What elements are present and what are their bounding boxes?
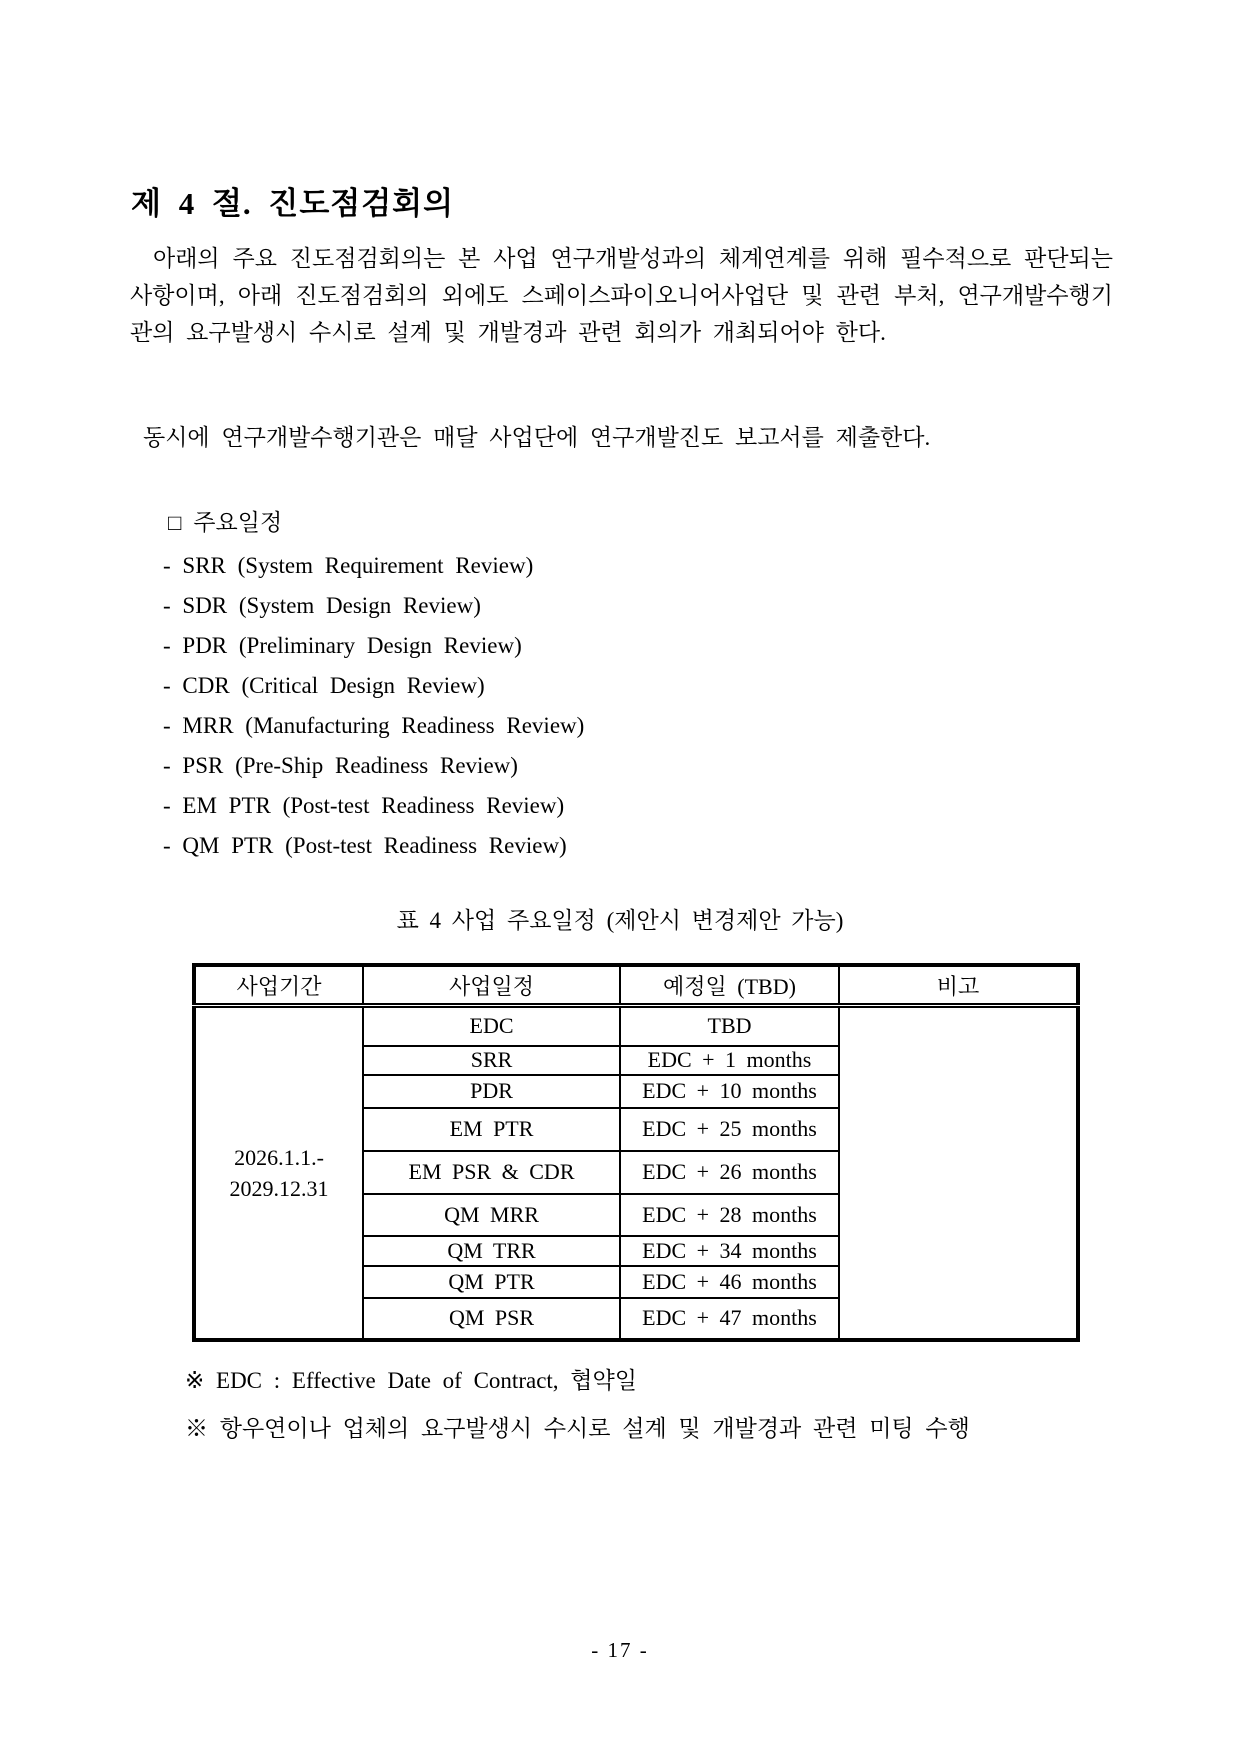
schedule-cell: QM PTR xyxy=(363,1266,620,1298)
due-cell: EDC + 34 months xyxy=(620,1236,839,1266)
schedule-table xyxy=(192,963,1080,1342)
period-line: 2029.12.31 xyxy=(229,1175,329,1201)
due-cell: EDC + 47 months xyxy=(620,1298,839,1340)
schedule-heading-label: 주요일정 xyxy=(193,510,283,535)
due-cell: EDC + 28 months xyxy=(620,1194,839,1236)
note-meeting: ※ 항우연이나 업체의 요구발생시 수시로 설계 및 개발경과 관련 미팅 수행 xyxy=(185,1416,970,1441)
header-cell-period: 사업기간 xyxy=(194,965,363,1006)
schedule-cell: QM PSR xyxy=(363,1298,620,1340)
square-bullet-icon: □ xyxy=(168,510,182,535)
period-cell xyxy=(194,1006,363,1340)
schedule-cell: QM TRR xyxy=(363,1236,620,1266)
header-cell-due: 예정일 (TBD) xyxy=(620,965,839,1006)
page-title: 제 4 절. 진도점검회의 xyxy=(131,186,455,221)
remark-cell xyxy=(839,1006,1078,1340)
due-cell: EDC + 46 months xyxy=(620,1266,839,1298)
period-line: 2026.1.1.- xyxy=(234,1144,324,1170)
header-cell-schedule: 사업일정 xyxy=(363,965,620,1006)
schedule-cell: EM PTR xyxy=(363,1108,620,1151)
due-cell: EDC + 25 months xyxy=(620,1108,839,1151)
milestone-item: - CDR (Critical Design Review) xyxy=(163,673,485,698)
schedule-cell: PDR xyxy=(363,1075,620,1108)
schedule-heading xyxy=(168,504,282,537)
header-cell-remark: 비고 xyxy=(839,965,1078,1006)
table-row xyxy=(194,1006,1078,1046)
milestone-item: - QM PTR (Post-test Readiness Review) xyxy=(163,833,567,858)
milestone-item: - EM PTR (Post-test Readiness Review) xyxy=(163,793,565,818)
schedule-cell: SRR xyxy=(363,1046,620,1075)
milestone-item: - SDR (System Design Review) xyxy=(163,593,481,618)
due-cell: EDC + 10 months xyxy=(620,1075,839,1108)
milestone-item: - PSR (Pre-Ship Readiness Review) xyxy=(163,753,518,778)
report-paragraph: 동시에 연구개발수행기관은 매달 사업단에 연구개발진도 보고서를 제출한다. xyxy=(143,425,931,450)
due-cell: EDC + 1 months xyxy=(620,1046,839,1075)
page-number: - 17 - xyxy=(591,1638,649,1662)
schedule-cell: EM PSR & CDR xyxy=(363,1151,620,1194)
milestone-item: - MRR (Manufacturing Readiness Review) xyxy=(163,713,585,738)
milestone-item: - SRR (System Requirement Review) xyxy=(163,553,534,578)
milestone-list xyxy=(163,546,584,866)
schedule-cell: QM MRR xyxy=(363,1194,620,1236)
due-cell: EDC + 26 months xyxy=(620,1151,839,1194)
due-cell: TBD xyxy=(620,1006,839,1046)
schedule-cell: EDC xyxy=(363,1006,620,1046)
intro-paragraph: 아래의 주요 진도점검회의는 본 사업 연구개발성과의 체계연계를 위해 필수적으로 판단되는 사항이며, 아래 진도점검회의 외에도 스페이스파이오니어사업단 및 관련 부처, 연구개발수행기관의 요구발생시 수시로 설계 및 개발경과 관련 회의가 개최되어야 한다. xyxy=(130,246,1113,345)
milestone-item: - PDR (Preliminary Design Review) xyxy=(163,633,522,658)
table-caption: 표 4 사업 주요일정 (제안시 변경제안 가능) xyxy=(396,908,844,933)
table-header-row xyxy=(194,965,1078,1006)
note-edc-definition: ※ EDC : Effective Date of Contract, 협약일 xyxy=(185,1368,637,1393)
